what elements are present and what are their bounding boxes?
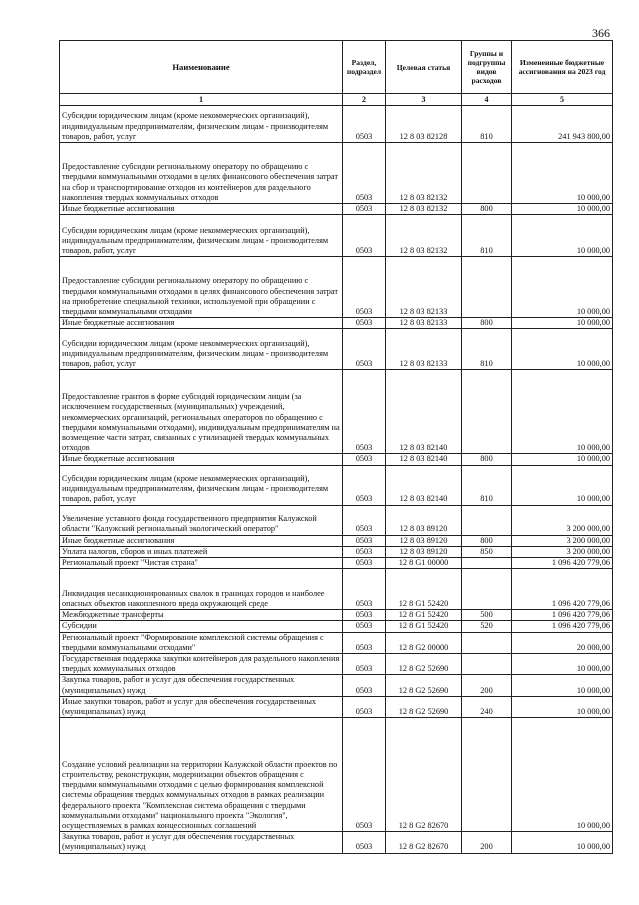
header-groups: Группы и подгруппы видов расходов	[462, 41, 512, 94]
column-number: 1	[60, 94, 343, 106]
row-target: 12 8 03 82133	[386, 257, 462, 318]
table-row	[60, 505, 613, 535]
row-group: 800	[462, 535, 512, 546]
row-amount: 10 000,00	[512, 675, 613, 696]
row-group	[462, 654, 512, 675]
row-group: 520	[462, 621, 512, 632]
header-row	[60, 41, 613, 94]
table-row	[60, 654, 613, 675]
row-name: Закупка товаров, работ и услуг для обеспечения государственных (муниципальных) нужд	[60, 675, 343, 696]
row-amount: 10 000,00	[512, 257, 613, 318]
row-amount: 10 000,00	[512, 718, 613, 832]
row-amount: 10 000,00	[512, 370, 613, 454]
table-row	[60, 621, 613, 632]
row-amount: 10 000,00	[512, 454, 613, 465]
row-target: 12 8 G1 52420	[386, 621, 462, 632]
row-group: 200	[462, 675, 512, 696]
row-target: 12 8 03 82132	[386, 215, 462, 257]
table-row	[60, 143, 613, 204]
row-group	[462, 718, 512, 832]
row-name: Региональный проект "Формирование комплексной системы обращения с твердыми коммунальными отходами"	[60, 632, 343, 653]
row-target: 12 8 03 82133	[386, 329, 462, 370]
row-name: Межбюджетные трансферты	[60, 610, 343, 621]
table-row	[60, 832, 613, 853]
row-target: 12 8 G2 52690	[386, 675, 462, 696]
row-amount: 10 000,00	[512, 654, 613, 675]
row-section: 0503	[343, 257, 386, 318]
row-name: Государственная поддержка закупки контейнеров для раздельного накопления твердых коммунальных отходов	[60, 654, 343, 675]
row-group: 800	[462, 454, 512, 465]
row-section: 0503	[343, 204, 386, 215]
row-group	[462, 505, 512, 535]
row-group	[462, 257, 512, 318]
row-amount: 10 000,00	[512, 204, 613, 215]
row-section: 0503	[343, 621, 386, 632]
table-row	[60, 318, 613, 329]
row-section: 0503	[343, 569, 386, 610]
row-group	[462, 569, 512, 610]
row-group	[462, 558, 512, 569]
row-target: 12 8 03 82132	[386, 204, 462, 215]
row-group: 500	[462, 610, 512, 621]
table-row	[60, 569, 613, 610]
row-name: Создание условий реализации на территории Калужской области проектов по строительству, реконструкции, модернизации объектов обращения с твердыми коммунальными отходами с целью формирования комплексной системы обращения твердых коммунальных отходов в рамках реализации федерального проекта "Комплексная система обращения с твердыми коммунальными отходами" национального проекта "Экология", осуществляемых в рамках концессионных соглашений	[60, 718, 343, 832]
row-amount: 10 000,00	[512, 465, 613, 505]
row-section: 0503	[343, 654, 386, 675]
row-amount: 1 096 420 779,06	[512, 569, 613, 610]
table-row	[60, 718, 613, 832]
row-group: 810	[462, 465, 512, 505]
column-number: 2	[343, 94, 386, 106]
row-name: Региональный проект "Чистая страна"	[60, 558, 343, 569]
row-target: 12 8 03 89120	[386, 546, 462, 557]
row-section: 0503	[343, 696, 386, 717]
row-group	[462, 370, 512, 454]
row-group: 800	[462, 318, 512, 329]
row-amount: 10 000,00	[512, 832, 613, 853]
row-name: Уплата налогов, сборов и иных платежей	[60, 546, 343, 557]
row-amount: 1 096 420 779,06	[512, 610, 613, 621]
row-group: 850	[462, 546, 512, 557]
row-name: Иные бюджетные ассигнования	[60, 204, 343, 215]
row-name: Увеличение уставного фонда государственного предприятия Калужской области "Калужский региональный экологический оператор"	[60, 505, 343, 535]
row-name: Субсидии юридическим лицам (кроме некоммерческих организаций), индивидуальным предпринимателям, физическим лицам - производителям товаров, работ, услуг	[60, 465, 343, 505]
row-name: Предоставление грантов в форме субсидий юридическим лицам (за исключением государственных (муниципальных) учреждений, некоммерческих организаций, региональных операторов по обращению с твердыми коммунальными отходами), индивидуальным предпринимателям на возмещение части затрат, связанных с утилизацией твердых коммунальных отходов	[60, 370, 343, 454]
row-section: 0503	[343, 632, 386, 653]
row-name: Ликвидация несанкционированных свалок в границах городов и наиболее опасных объектов накопленного вреда окружающей среде	[60, 569, 343, 610]
table-row	[60, 465, 613, 505]
column-number-row	[60, 94, 613, 106]
header-section: Раздел, подраздел	[343, 41, 386, 94]
table-row	[60, 696, 613, 717]
row-name: Субсидии юридическим лицам (кроме некоммерческих организаций), индивидуальным предпринимателям, физическим лицам - производителям товаров, работ, услуг	[60, 329, 343, 370]
row-target: 12 8 03 82140	[386, 465, 462, 505]
row-group: 810	[462, 215, 512, 257]
row-section: 0503	[343, 215, 386, 257]
row-amount: 3 200 000,00	[512, 535, 613, 546]
row-target: 12 8 03 89120	[386, 535, 462, 546]
row-group: 800	[462, 204, 512, 215]
row-name: Предоставление субсидии региональному оператору по обращению с твердыми коммунальными отходами в целях финансового обеспечения затрат на сбор и транспортирование отходов из контейнеров для раздельного накопления твердых коммунальных отходов	[60, 143, 343, 204]
row-amount: 241 943 800,00	[512, 106, 613, 143]
row-target: 12 8 03 82133	[386, 318, 462, 329]
row-section: 0503	[343, 832, 386, 853]
column-number: 5	[512, 94, 613, 106]
row-target: 12 8 G1 52420	[386, 569, 462, 610]
table-row	[60, 546, 613, 557]
row-group: 200	[462, 832, 512, 853]
row-name: Субсидии юридическим лицам (кроме некоммерческих организаций), индивидуальным предпринимателям, физическим лицам - производителям товаров, работ, услуг	[60, 106, 343, 143]
row-name: Предоставление субсидии региональному оператору по обращению с твердыми коммунальными отходами в целях финансового обеспечения затрат на приобретение специальной техники, используемой при обращении с твердыми коммунальными отходами	[60, 257, 343, 318]
row-group: 810	[462, 329, 512, 370]
row-target: 12 8 G2 00000	[386, 632, 462, 653]
row-section: 0503	[343, 465, 386, 505]
row-target: 12 8 G2 82670	[386, 832, 462, 853]
row-name: Иные закупки товаров, работ и услуг для обеспечения государственных (муниципальных) нужд	[60, 696, 343, 717]
table-body	[60, 106, 613, 854]
row-target: 12 8 G2 52690	[386, 654, 462, 675]
row-section: 0503	[343, 675, 386, 696]
row-name: Субсидии	[60, 621, 343, 632]
header-amount: Измененные бюджетные ассигнования на 2023 год	[512, 41, 613, 94]
row-section: 0503	[343, 370, 386, 454]
row-section: 0503	[343, 454, 386, 465]
table-row	[60, 204, 613, 215]
row-section: 0503	[343, 558, 386, 569]
row-section: 0503	[343, 610, 386, 621]
table-row	[60, 610, 613, 621]
row-amount: 10 000,00	[512, 318, 613, 329]
header-name: Наименование	[60, 41, 343, 94]
row-target: 12 8 G2 82670	[386, 718, 462, 832]
table-row	[60, 257, 613, 318]
table-row	[60, 632, 613, 653]
table-row	[60, 675, 613, 696]
row-section: 0503	[343, 718, 386, 832]
page-number: 366	[592, 26, 610, 40]
row-target: 12 8 03 82140	[386, 454, 462, 465]
row-group: 810	[462, 106, 512, 143]
row-amount: 1 096 420 779,06	[512, 621, 613, 632]
table-row	[60, 535, 613, 546]
row-target: 12 8 G1 52420	[386, 610, 462, 621]
column-number: 4	[462, 94, 512, 106]
row-section: 0503	[343, 106, 386, 143]
row-section: 0503	[343, 535, 386, 546]
row-group	[462, 143, 512, 204]
row-section: 0503	[343, 143, 386, 204]
table-row	[60, 329, 613, 370]
table-row	[60, 454, 613, 465]
row-target: 12 8 03 82140	[386, 370, 462, 454]
row-name: Иные бюджетные ассигнования	[60, 454, 343, 465]
row-amount: 10 000,00	[512, 696, 613, 717]
table-row	[60, 106, 613, 143]
row-section: 0503	[343, 318, 386, 329]
row-amount: 10 000,00	[512, 329, 613, 370]
column-number: 3	[386, 94, 462, 106]
table-row	[60, 215, 613, 257]
row-target: 12 8 03 89120	[386, 505, 462, 535]
row-target: 12 8 03 82128	[386, 106, 462, 143]
row-section: 0503	[343, 505, 386, 535]
row-target: 12 8 G1 00000	[386, 558, 462, 569]
table-row	[60, 370, 613, 454]
row-name: Иные бюджетные ассигнования	[60, 535, 343, 546]
row-amount: 3 200 000,00	[512, 546, 613, 557]
row-name: Закупка товаров, работ и услуг для обеспечения государственных (муниципальных) нужд	[60, 832, 343, 853]
row-group	[462, 632, 512, 653]
row-target: 12 8 G2 52690	[386, 696, 462, 717]
row-name: Иные бюджетные ассигнования	[60, 318, 343, 329]
row-amount: 10 000,00	[512, 215, 613, 257]
row-name: Субсидии юридическим лицам (кроме некоммерческих организаций), индивидуальным предпринимателям, физическим лицам - производителям товаров, работ, услуг	[60, 215, 343, 257]
row-group: 240	[462, 696, 512, 717]
row-target: 12 8 03 82132	[386, 143, 462, 204]
row-section: 0503	[343, 329, 386, 370]
header-target: Целевая статья	[386, 41, 462, 94]
row-section: 0503	[343, 546, 386, 557]
budget-table	[59, 40, 613, 854]
row-amount: 1 096 420 779,06	[512, 558, 613, 569]
row-amount: 3 200 000,00	[512, 505, 613, 535]
row-amount: 20 000,00	[512, 632, 613, 653]
row-amount: 10 000,00	[512, 143, 613, 204]
table-row	[60, 558, 613, 569]
